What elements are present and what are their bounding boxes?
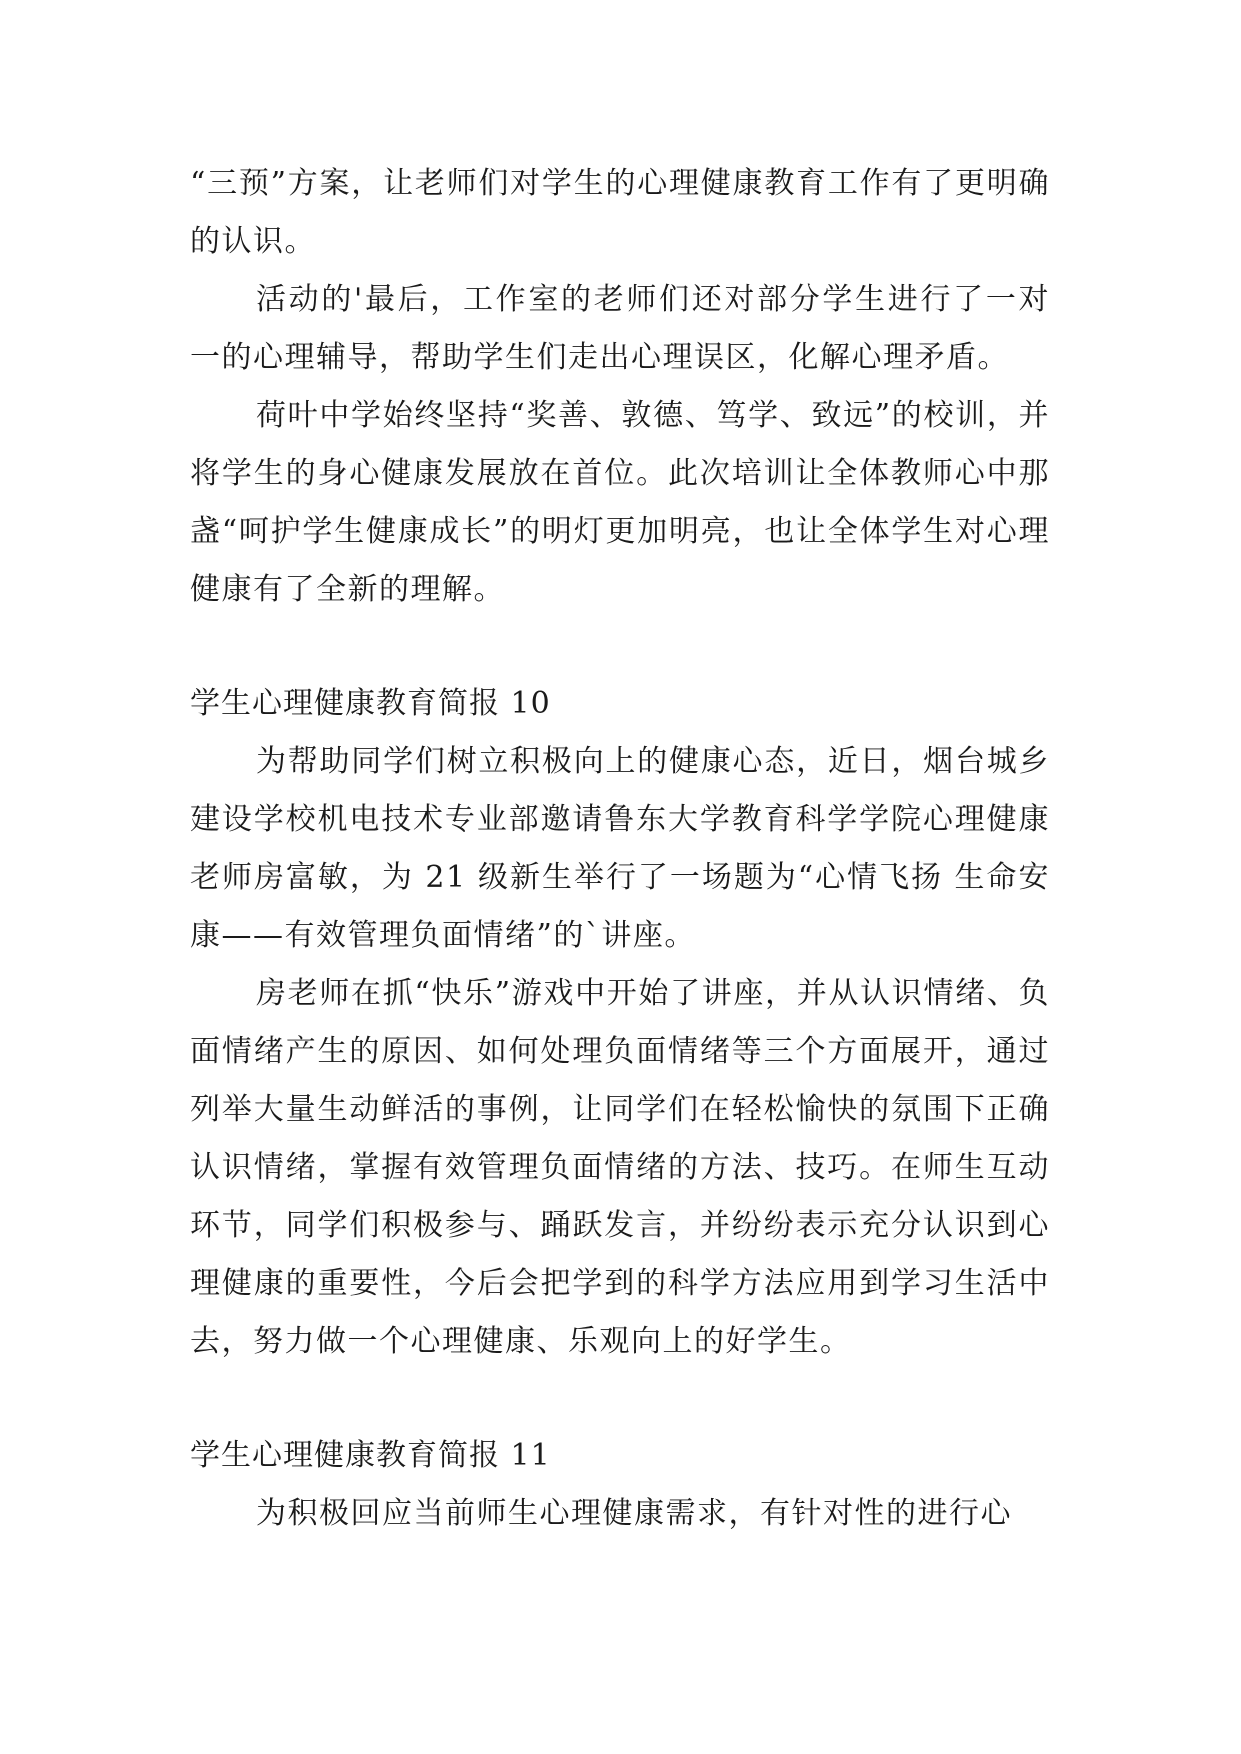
- section-heading-10: 学生心理健康教育简报 10: [190, 686, 551, 721]
- paragraph-2: 活动的'最后，工作室的老师们还对部分学生进行了一对一的心理辅导，帮助学生们走出心理误区，化解心理矛盾。: [190, 282, 1050, 375]
- section-heading-11: 学生心理健康教育简报 11: [190, 1438, 551, 1473]
- paragraph-3: 荷叶中学始终坚持“奖善、敦德、笃学、致远”的校训，并将学生的身心健康发展放在首位。此次培训让全体教师心中那盏“呵护学生健康成长”的明灯更加明亮，也让全体学生对心理健康有了全新的理解。: [190, 398, 1050, 607]
- paragraph-5: 房老师在抓“快乐”游戏中开始了讲座，并从认识情绪、负面情绪产生的原因、如何处理负面情绪等三个方面展开，通过列举大量生动鲜活的事例，让同学们在轻松愉快的氛围下正确认识情绪，掌握有效管理负面情绪的方法、技巧。在师生互动环节，同学们积极参与、踊跃发言，并纷纷表示充分认识到心理健康的重要性，今后会把学到的科学方法应用到学习生活中去，努力做一个心理健康、乐观向上的好学生。: [190, 976, 1050, 1359]
- paragraph-1: “三预”方案，让老师们对学生的心理健康教育工作有了更明确的认识。: [190, 166, 1050, 259]
- paragraph-4: 为帮助同学们树立积极向上的健康心态，近日，烟台城乡建设学校机电技术专业部邀请鲁东大学教育科学学院心理健康老师房富敏，为 21 级新生举行了一场题为“心情飞扬 生命安康——有效管理负面情绪”的`讲座。: [190, 744, 1050, 953]
- section-gap: [190, 619, 1050, 675]
- section-gap: [190, 1371, 1050, 1427]
- document-body: [190, 155, 1050, 1543]
- paragraph-6: 为积极回应当前师生心理健康需求，有针对性的进行心: [256, 1496, 1012, 1531]
